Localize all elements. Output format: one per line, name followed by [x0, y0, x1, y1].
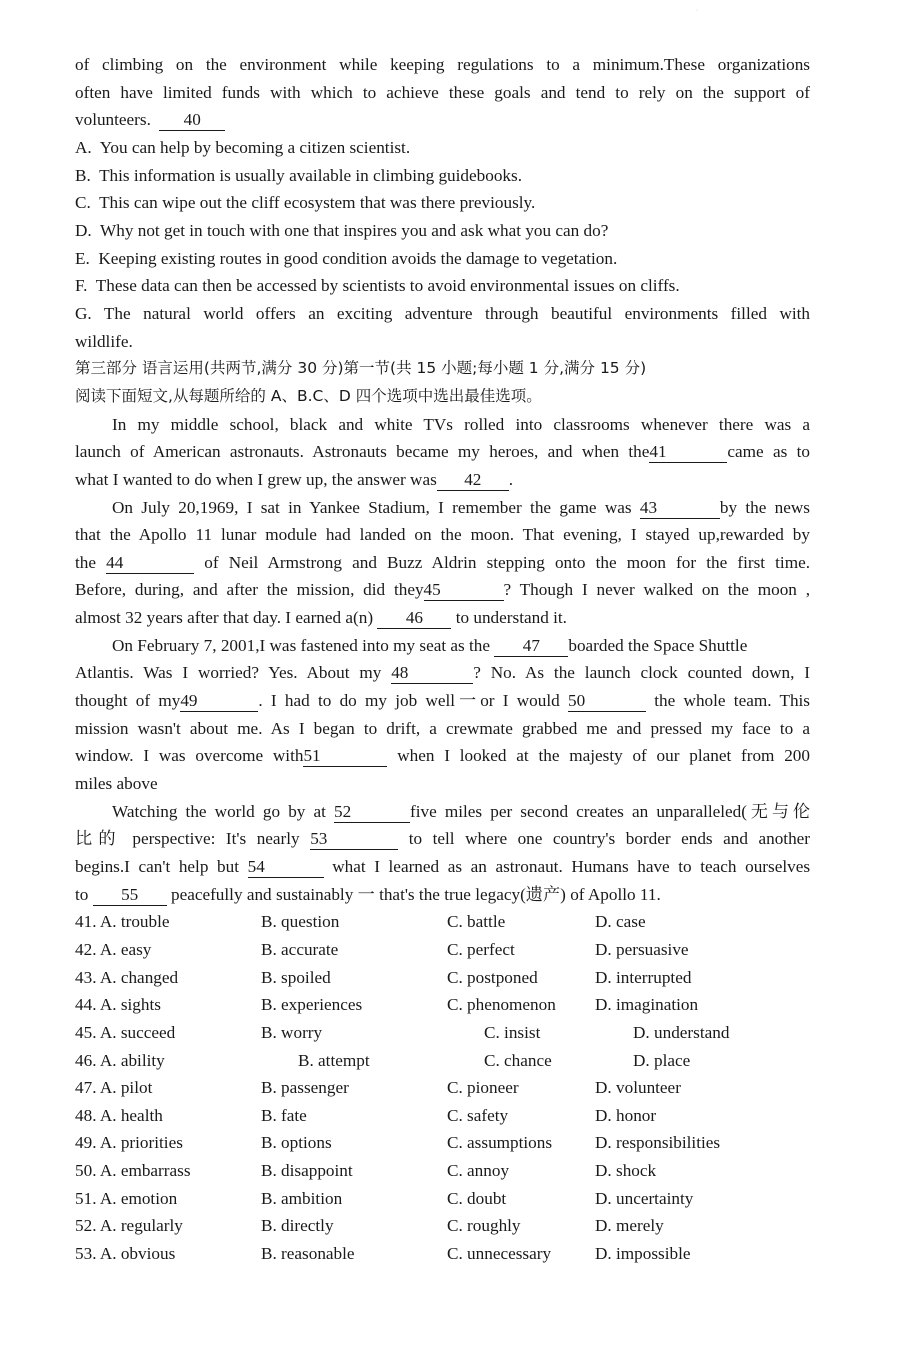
choice-row-51 — [75, 1185, 810, 1213]
blank-44[interactable]: 44 — [106, 553, 194, 574]
blank-53[interactable]: 53 — [310, 829, 398, 850]
cloze-line: On February 7, 2001,I was fastened into my seat as the 47 boarded the Space Shuttle — [112, 635, 748, 655]
blank-49[interactable]: 49 — [180, 691, 258, 712]
cloze-line: begins.I can't help but 54 what I learned as an astronaut. Humans have to teach ourselves — [75, 857, 811, 877]
cloze-line: Watching the world go by at 52 five miles per second creates an unparalleled(无与伦 — [112, 801, 811, 821]
cloze-line: what I wanted to do when I grew up, the answer was 42 . — [75, 469, 514, 489]
exam-page — [75, 51, 810, 1268]
choice-row-45 — [75, 1019, 810, 1047]
choice-b[interactable]: B. spoiled — [261, 967, 331, 987]
choice-a[interactable]: 46. A. ability — [75, 1050, 165, 1070]
cloze-line: Atlantis. Was I worried? Yes. About my 48 ? No. As the launch clock counted down, I — [75, 663, 810, 683]
option-g: G. The natural world offers an exciting adventure through beautiful environments filled with — [75, 303, 810, 323]
choice-d[interactable]: D. understand — [633, 1022, 730, 1042]
choice-b[interactable]: B. fate — [261, 1105, 307, 1125]
choice-c[interactable]: C. assumptions — [447, 1133, 553, 1153]
choice-a[interactable]: 52. A. regularly — [75, 1216, 183, 1236]
choice-row-46 — [75, 1047, 810, 1075]
choice-b[interactable]: B. attempt — [298, 1050, 370, 1070]
choice-c[interactable]: C. battle — [447, 912, 506, 932]
choice-b[interactable]: B. directly — [261, 1216, 334, 1236]
passage-line: of climbing on the environment while keeping regulations to a minimum.These organizations — [75, 55, 810, 74]
choice-d[interactable]: D. merely — [595, 1216, 664, 1236]
cloze-line: window. I was overcome with51 when I looked at the majesty of our planet from 200 — [75, 746, 810, 766]
blank-50[interactable]: 50 — [568, 691, 646, 712]
choice-row-48 — [75, 1102, 810, 1130]
choice-b[interactable]: B. disappoint — [261, 1161, 353, 1181]
blank-55[interactable]: 55 — [93, 885, 167, 906]
choice-a[interactable]: 45. A. succeed — [75, 1022, 176, 1042]
choice-a[interactable]: 53. A. obvious — [75, 1244, 176, 1264]
corner-mark: · — [696, 8, 698, 14]
choice-a[interactable]: 50. A. embarrass — [75, 1161, 191, 1181]
choice-d[interactable]: D. imagination — [595, 995, 699, 1015]
blank-54[interactable]: 54 — [248, 857, 324, 878]
choice-a[interactable]: 43. A. changed — [75, 967, 179, 987]
cloze-line: miles above — [75, 774, 158, 794]
choice-b[interactable]: B. passenger — [261, 1078, 349, 1098]
blank-48[interactable]: 48 — [391, 663, 473, 684]
choice-d[interactable]: D. place — [633, 1050, 691, 1070]
passage-line: volunteers. 40 — [75, 106, 810, 134]
blank-43[interactable]: 43 — [640, 498, 720, 519]
choice-b[interactable]: B. worry — [261, 1022, 323, 1042]
blank-46[interactable]: 46 — [377, 608, 451, 629]
choice-c[interactable]: C. pioneer — [447, 1078, 519, 1098]
choice-row-52 — [75, 1212, 810, 1240]
option-d: D. Why not get in touch with one that inspires you and ask what you can do? — [75, 220, 609, 240]
choice-b[interactable]: B. accurate — [261, 939, 339, 959]
choice-c[interactable]: C. unnecessary — [447, 1244, 552, 1264]
blank-42[interactable]: 42 — [437, 470, 509, 491]
choice-c[interactable]: C. roughly — [447, 1216, 521, 1236]
choice-c[interactable]: C. chance — [484, 1050, 552, 1070]
choice-c[interactable]: C. postponed — [447, 967, 538, 987]
choice-a[interactable]: 51. A. emotion — [75, 1188, 178, 1208]
choice-b[interactable]: B. experiences — [261, 995, 363, 1015]
cloze-line: mission wasn't about me. As I began to drift, a crewmate grabbed me and pressed my face to a — [75, 718, 810, 738]
choice-d[interactable]: D. interrupted — [595, 967, 692, 987]
blank-47[interactable]: 47 — [494, 636, 568, 657]
choice-d[interactable]: D. honor — [595, 1105, 657, 1125]
option-b: B. This information is usually available in climbing guidebooks. — [75, 165, 523, 185]
cloze-line: In my middle school, black and white TVs rolled into classrooms whenever there was a — [112, 414, 810, 434]
choice-row-43 — [75, 964, 810, 992]
choice-a[interactable]: 44. A. sights — [75, 995, 161, 1015]
cloze-line: launch of American astronauts. Astronauts became my heroes, and when the41 came as to — [75, 442, 810, 462]
cloze-line: almost 32 years after that day. I earned a(n) 46 to understand it. — [75, 608, 567, 628]
choice-d[interactable]: D. volunteer — [595, 1078, 681, 1098]
passage-line: often have limited funds with which to achieve these goals and tend to rely on the support of — [75, 82, 810, 102]
choice-b[interactable]: B. options — [261, 1133, 332, 1153]
choice-a[interactable]: 49. A. priorities — [75, 1133, 183, 1153]
blank-51[interactable]: 51 — [303, 746, 387, 767]
option-e: E. Keeping existing routes in good condition avoids the damage to vegetation. — [75, 248, 618, 268]
choice-row-49 — [75, 1129, 810, 1157]
blank-41[interactable]: 41 — [649, 442, 727, 463]
option-a: A. You can help by becoming a citizen scientist. — [75, 137, 411, 157]
choice-b[interactable]: B. reasonable — [261, 1244, 355, 1264]
choice-d[interactable]: D. responsibilities — [595, 1133, 721, 1153]
choice-c[interactable]: C. safety — [447, 1105, 509, 1125]
choice-c[interactable]: C. doubt — [447, 1188, 507, 1208]
cloze-line: to 55 peacefully and sustainably 一 that's the true legacy(遗产) of Apollo 11. — [75, 884, 661, 904]
choice-d[interactable]: D. uncertainty — [595, 1188, 694, 1208]
choice-row-41 — [75, 908, 810, 936]
choice-c[interactable]: C. annoy — [447, 1161, 510, 1181]
blank-52[interactable]: 52 — [334, 802, 410, 823]
choice-a[interactable]: 48. A. health — [75, 1105, 163, 1125]
cloze-line: Before, during, and after the mission, did they45 ? Though I never walked on the moon , — [75, 580, 810, 600]
option-c: C. This can wipe out the cliff ecosystem that was there previously. — [75, 193, 536, 213]
choice-d[interactable]: D. case — [595, 912, 646, 932]
cloze-line: the 44 of Neil Armstrong and Buzz Aldrin stepping onto the moon for the first time. — [75, 552, 811, 572]
choice-row-42 — [75, 936, 810, 964]
choice-d[interactable]: D. impossible — [595, 1244, 691, 1264]
choice-row-47 — [75, 1074, 810, 1102]
cloze-line: On July 20,1969, I sat in Yankee Stadium, I remember the game was 43 by the news — [112, 497, 810, 517]
choice-row-44 — [75, 991, 810, 1019]
choice-d[interactable]: D. persuasive — [595, 939, 689, 959]
choice-b[interactable]: B. question — [261, 912, 340, 932]
cloze-line: thought of my49 . I had to do my job well一or I would 50 the whole team. This — [75, 691, 810, 711]
choice-a[interactable]: 41. A. trouble — [75, 912, 170, 932]
blank-40[interactable]: 40 — [159, 110, 225, 131]
choice-row-50 — [75, 1157, 810, 1185]
cloze-line: that the Apollo 11 lunar module had landed on the moon. That evening, I stayed up,rewarded by — [75, 525, 810, 545]
option-f: F. These data can then be accessed by scientists to avoid environmental issues on cliffs. — [75, 276, 680, 296]
cloze-line: 比的 perspective: It's nearly 53 to tell where one country's border ends and another — [75, 829, 811, 849]
choice-d[interactable]: D. shock — [595, 1161, 657, 1181]
choice-b[interactable]: B. ambition — [261, 1188, 343, 1208]
option-g-cont: wildlife. — [75, 331, 133, 351]
choice-a[interactable]: 42. A. easy — [75, 939, 152, 959]
section-instruction: 阅读下面短文,从每题所给的 A、B.C、D 四个选项中选出最佳选项。 — [75, 386, 542, 405]
blank-45[interactable]: 45 — [424, 580, 504, 601]
choice-c[interactable]: C. phenomenon — [447, 995, 556, 1015]
choice-a[interactable]: 47. A. pilot — [75, 1078, 153, 1098]
choice-c[interactable]: C. perfect — [447, 939, 515, 959]
section-title: 第三部分 语言运用(共两节,满分 30 分)第一节(共 15 小题;每小题 1 分,满分 15 分) — [75, 359, 647, 378]
choice-c[interactable]: C. insist — [484, 1022, 541, 1042]
choice-row-53 — [75, 1240, 810, 1268]
